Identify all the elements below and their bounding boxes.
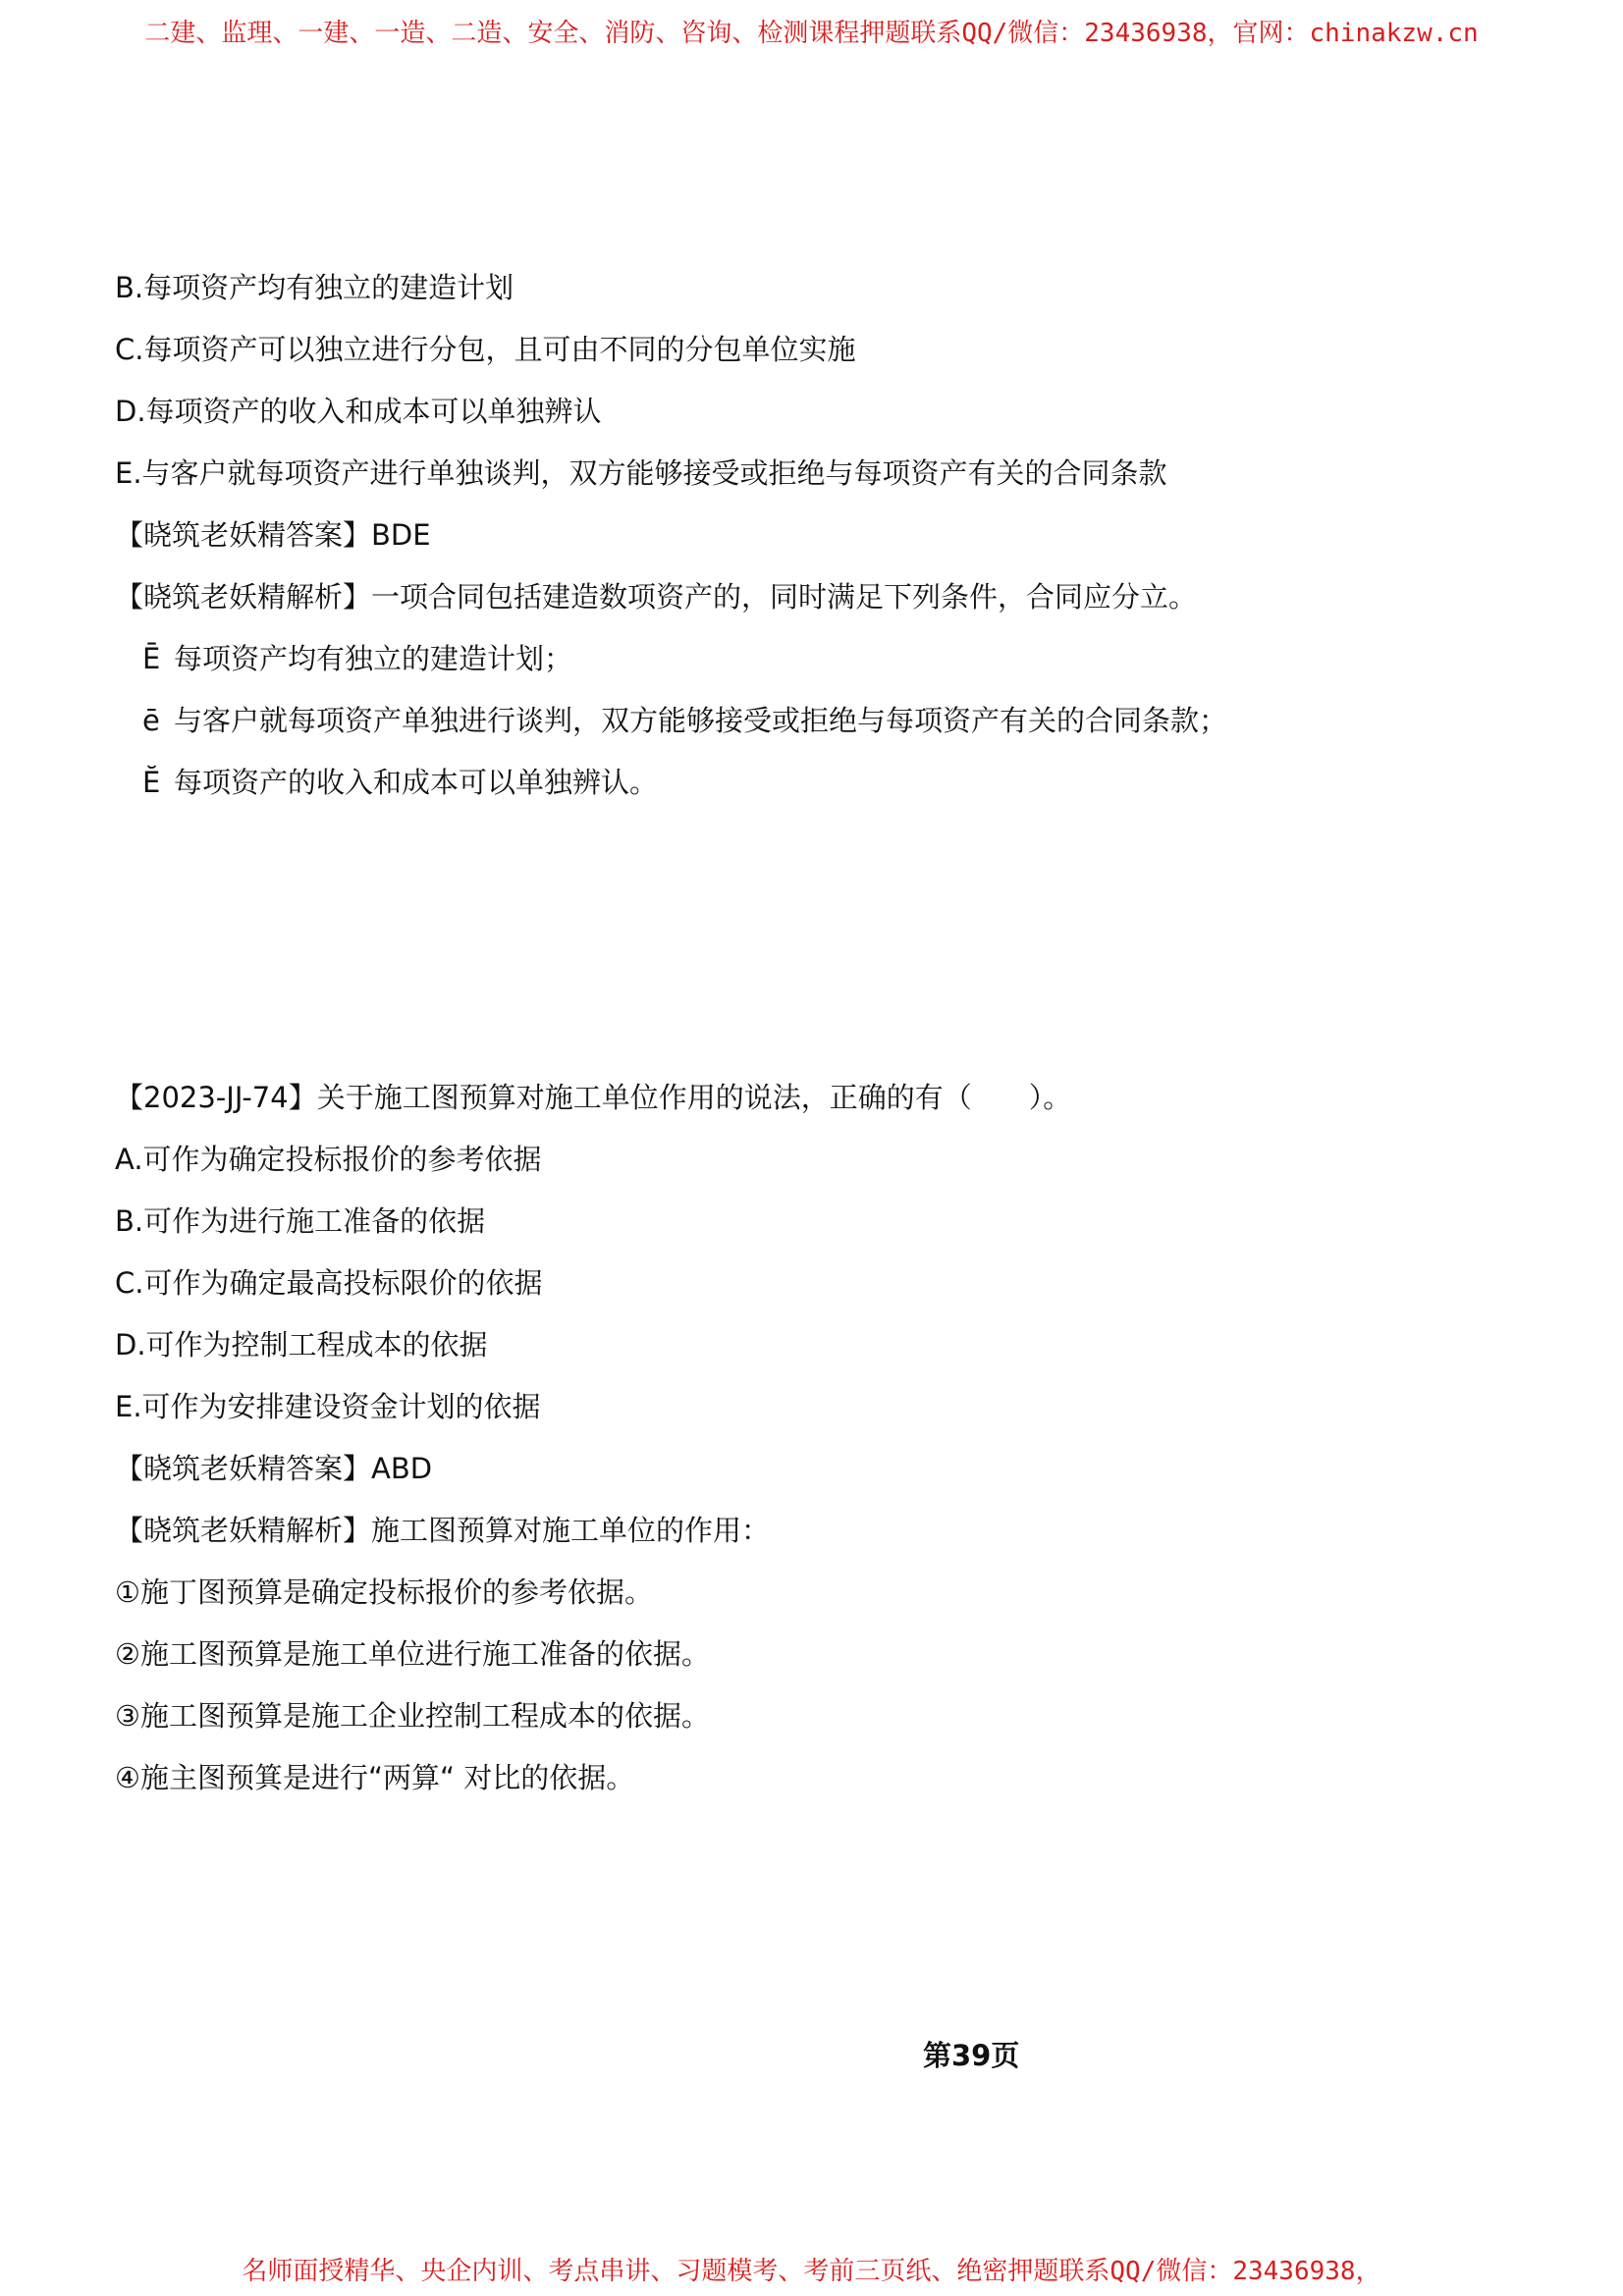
- analysis-line: 【晓筑老妖精解析】施工图预算对施工单位的作用：: [115, 1514, 771, 1547]
- analysis-point-text: 每项资产的收入和成本可以单独辨认。: [174, 766, 659, 799]
- option-a: A.可作为确定投标报价的参考依据: [115, 1143, 542, 1176]
- option-c: C.每项资产可以独立进行分包，且可由不同的分包单位实施: [115, 333, 856, 366]
- header-contact-banner: 二建、监理、一建、一造、二造、安全、消防、咨询、检测课程押题联系QQ/微信：23436938，官网：chinakzw.cn: [144, 19, 1479, 48]
- list-marker: ē: [142, 704, 160, 737]
- option-d: D.可作为控制工程成本的依据: [115, 1328, 488, 1362]
- analysis-point: [115, 628, 1509, 690]
- analysis-point: [115, 752, 1509, 814]
- previous-question-block: [115, 257, 1509, 814]
- footer-contact-banner: 名师面授精华、央企内训、考点串讲、习题模考、考前三页纸、绝密押题联系QQ/微信：23436938，: [242, 2257, 1381, 2286]
- list-marker: Ĕ: [142, 766, 161, 799]
- list-marker: Ē: [142, 642, 161, 675]
- question-74-block: [115, 1067, 1509, 1809]
- analysis-point: ①施丁图预算是确定投标报价的参考依据。: [115, 1575, 653, 1609]
- analysis-line: 【晓筑老妖精解析】一项合同包括建造数项资产的，同时满足下列条件，合同应分立。: [115, 580, 1198, 614]
- answer-line: 【晓筑老妖精答案】BDE: [115, 518, 431, 552]
- question-stem: 【2023-JJ-74】关于施工图预算对施工单位作用的说法，正确的有（ ）。: [115, 1081, 1072, 1114]
- option-d: D.每项资产的收入和成本可以单独辨认: [115, 395, 602, 428]
- analysis-point: ④施主图预箕是进行“两算“ 对比的依据。: [115, 1761, 635, 1794]
- analysis-point: ③施工图预算是施工企业控制工程成本的依据。: [115, 1699, 710, 1733]
- option-e: E.与客户就每项资产进行单独谈判，双方能够接受或拒绝与每项资产有关的合同条款: [115, 456, 1167, 490]
- option-b: B.可作为进行施工准备的依据: [115, 1204, 486, 1238]
- page-number: 第39页: [923, 2039, 1020, 2072]
- option-e: E.可作为安排建设资金计划的依据: [115, 1390, 541, 1423]
- option-b: B.每项资产均有独立的建造计划: [115, 271, 514, 304]
- analysis-point: [115, 690, 1509, 752]
- analysis-point-text: 与客户就每项资产单独进行谈判，双方能够接受或拒绝与每项资产有关的合同条款；: [174, 704, 1228, 737]
- analysis-point: ②施工图预算是施工单位进行施工准备的依据。: [115, 1637, 710, 1671]
- answer-line: 【晓筑老妖精答案】ABD: [115, 1452, 433, 1485]
- analysis-point-text: 每项资产均有独立的建造计划；: [174, 642, 573, 675]
- option-c: C.可作为确定最高投标限价的依据: [115, 1266, 543, 1300]
